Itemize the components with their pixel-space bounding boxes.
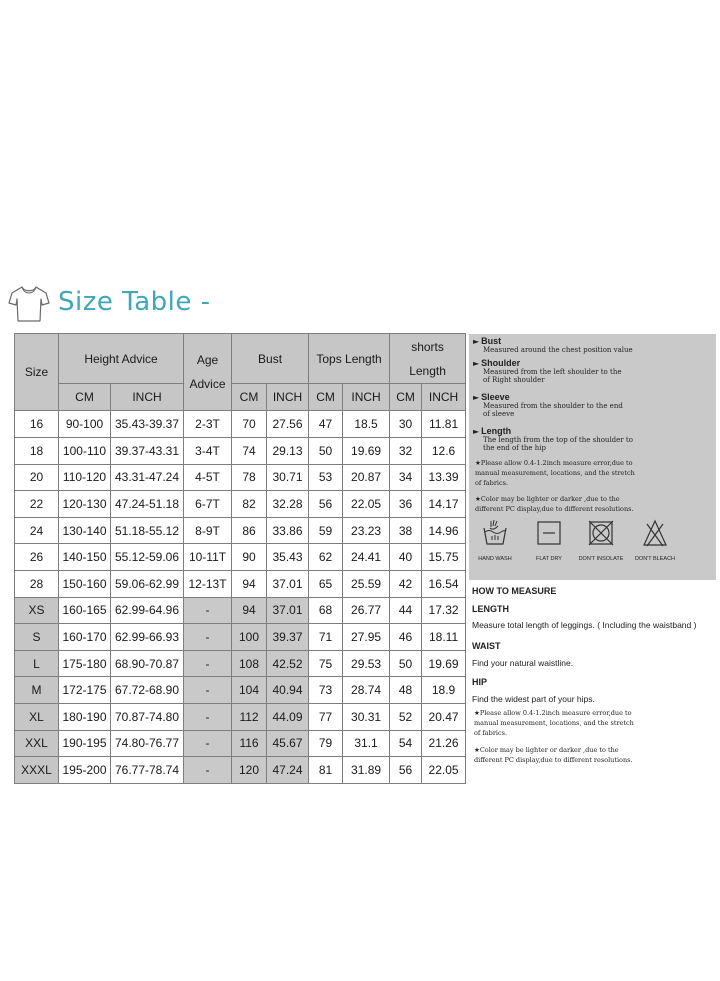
hip-text: Find the widest part of your hips.	[472, 694, 595, 704]
header-bust-cm: CM	[232, 384, 267, 411]
cell-tops-cm: 59	[309, 517, 343, 544]
table-row	[15, 571, 466, 598]
def-name: Bust	[481, 336, 502, 346]
cell-size: 16	[15, 411, 59, 438]
arrow-icon: ►	[473, 337, 480, 346]
waist-heading: WAIST	[472, 641, 501, 651]
cell-bust-inch: 32.28	[267, 491, 309, 518]
cell-shorts-inch: 14.17	[422, 491, 466, 518]
cell-height-inch: 62.99-66.93	[111, 624, 184, 651]
length-heading: LENGTH	[472, 604, 509, 614]
arrow-icon: ►	[473, 393, 480, 402]
header-shorts-inch: INCH	[422, 384, 466, 411]
care-hand-wash	[469, 518, 521, 562]
cell-age: 2-3T	[184, 411, 232, 438]
cell-shorts-cm: 32	[390, 437, 422, 464]
cell-shorts-inch: 22.05	[422, 757, 466, 784]
cell-age: -	[184, 757, 232, 784]
cell-tops-cm: 71	[309, 624, 343, 651]
care-dont-insolate	[575, 518, 627, 562]
cell-bust-cm: 94	[232, 597, 267, 624]
cell-tops-inch: 25.59	[343, 571, 390, 598]
table-row	[15, 411, 466, 438]
header-bust: Bust	[232, 334, 309, 384]
cell-age: 10-11T	[184, 544, 232, 571]
arrow-icon: ►	[473, 427, 480, 436]
cell-age: -	[184, 730, 232, 757]
cell-size: 24	[15, 517, 59, 544]
length-text: Measure total length of leggings. ( Including the waistband )	[472, 620, 697, 630]
cell-bust-inch: 47.24	[267, 757, 309, 784]
cell-shorts-inch: 15.75	[422, 544, 466, 571]
cell-bust-inch: 30.71	[267, 464, 309, 491]
cell-age: -	[184, 597, 232, 624]
cell-age: 8-9T	[184, 517, 232, 544]
cell-bust-inch: 40.94	[267, 677, 309, 704]
panel-note-line: different PC display,due to different resolutions.	[475, 505, 634, 513]
cell-shorts-inch: 14.96	[422, 517, 466, 544]
cell-height-inch: 62.99-64.96	[111, 597, 184, 624]
cell-shorts-cm: 44	[390, 597, 422, 624]
cell-tops-inch: 28.74	[343, 677, 390, 704]
cell-height-cm: 110-120	[59, 464, 111, 491]
cell-size: XS	[15, 597, 59, 624]
flat-dry-icon	[535, 518, 563, 548]
cell-height-inch: 47.24-51.18	[111, 491, 184, 518]
cell-age: -	[184, 650, 232, 677]
cell-tops-cm: 50	[309, 437, 343, 464]
how-to-note-line: of fabrics.	[474, 729, 508, 737]
cell-shorts-cm: 46	[390, 624, 422, 651]
cell-tops-inch: 19.69	[343, 437, 390, 464]
table-row	[15, 437, 466, 464]
def-name: Shoulder	[481, 358, 521, 368]
cell-shorts-inch: 17.32	[422, 597, 466, 624]
cell-tops-inch: 24.41	[343, 544, 390, 571]
cell-tops-cm: 81	[309, 757, 343, 784]
arrow-icon: ►	[473, 359, 480, 368]
cell-shorts-cm: 40	[390, 544, 422, 571]
cell-tops-inch: 29.53	[343, 650, 390, 677]
how-to-note-line: different PC display,due to different resolutions.	[474, 756, 633, 764]
cell-height-inch: 76.77-78.74	[111, 757, 184, 784]
cell-bust-cm: 100	[232, 624, 267, 651]
cell-tops-cm: 47	[309, 411, 343, 438]
care-icons	[469, 518, 716, 574]
cell-age: 3-4T	[184, 437, 232, 464]
cell-height-inch: 74.80-76.77	[111, 730, 184, 757]
table-row	[15, 677, 466, 704]
cell-shorts-inch: 21.26	[422, 730, 466, 757]
cell-size: 20	[15, 464, 59, 491]
cell-height-inch: 39.37-43.31	[111, 437, 184, 464]
cell-bust-cm: 120	[232, 757, 267, 784]
def-text: the end of the hip	[483, 444, 546, 452]
table-row	[15, 464, 466, 491]
table-row	[15, 491, 466, 518]
cell-shorts-inch: 13.39	[422, 464, 466, 491]
header-height-inch: INCH	[111, 384, 184, 411]
cell-size: 28	[15, 571, 59, 598]
cell-height-inch: 35.43-39.37	[111, 411, 184, 438]
cell-shorts-inch: 16.54	[422, 571, 466, 598]
cell-bust-inch: 42.52	[267, 650, 309, 677]
cell-size: L	[15, 650, 59, 677]
cell-tops-inch: 31.89	[343, 757, 390, 784]
cell-shorts-cm: 50	[390, 650, 422, 677]
cell-tops-cm: 56	[309, 491, 343, 518]
cell-tops-inch: 23.23	[343, 517, 390, 544]
table-row	[15, 704, 466, 731]
cell-shorts-cm: 56	[390, 757, 422, 784]
cell-shorts-cm: 52	[390, 704, 422, 731]
cell-tops-cm: 65	[309, 571, 343, 598]
cell-height-cm: 190-195	[59, 730, 111, 757]
cell-size: XXXL	[15, 757, 59, 784]
def-length	[473, 427, 633, 452]
cell-age: 12-13T	[184, 571, 232, 598]
cell-shorts-inch: 20.47	[422, 704, 466, 731]
cell-bust-cm: 82	[232, 491, 267, 518]
cell-height-cm: 90-100	[59, 411, 111, 438]
panel-note-line: ★Color may be lighter or darker ,due to the	[475, 495, 620, 503]
care-flat-dry	[523, 518, 575, 562]
header-age-line2: Advice	[189, 377, 226, 392]
cell-size: 18	[15, 437, 59, 464]
cell-height-inch: 59.06-62.99	[111, 571, 184, 598]
cell-shorts-cm: 38	[390, 517, 422, 544]
table-body	[15, 411, 466, 784]
cell-bust-cm: 70	[232, 411, 267, 438]
how-to-note-line: ★Color may be lighter or darker ,due to the	[474, 746, 619, 754]
cell-bust-cm: 86	[232, 517, 267, 544]
cell-shorts-inch: 11.81	[422, 411, 466, 438]
header-age-advice	[184, 334, 232, 411]
cell-height-inch: 43.31-47.24	[111, 464, 184, 491]
care-label: DON'T BLEACH	[634, 556, 676, 562]
cell-tops-inch: 20.87	[343, 464, 390, 491]
def-text: Measured from the shoulder to the end	[483, 402, 623, 410]
care-label: FLAT DRY	[536, 556, 562, 562]
cell-bust-inch: 39.37	[267, 624, 309, 651]
cell-shorts-inch: 19.69	[422, 650, 466, 677]
cell-height-cm: 130-140	[59, 517, 111, 544]
hip-heading: HIP	[472, 677, 488, 687]
cell-height-inch: 55.12-59.06	[111, 544, 184, 571]
cell-bust-cm: 116	[232, 730, 267, 757]
cell-shorts-cm: 54	[390, 730, 422, 757]
cell-height-cm: 150-160	[59, 571, 111, 598]
cell-tops-inch: 18.5	[343, 411, 390, 438]
cell-height-cm: 140-150	[59, 544, 111, 571]
hand-wash-icon	[481, 518, 509, 548]
cell-bust-inch: 37.01	[267, 597, 309, 624]
size-table	[14, 333, 466, 784]
def-name: Length	[481, 426, 512, 436]
care-label: HAND WASH	[478, 556, 512, 562]
cell-height-cm: 120-130	[59, 491, 111, 518]
cell-height-cm: 172-175	[59, 677, 111, 704]
header-shorts-line2: Length	[409, 363, 446, 378]
how-to-note-line: manual measurement, locations, and the stretch	[474, 719, 634, 727]
table-row	[15, 517, 466, 544]
def-text: Measured from the left shoulder to the	[483, 368, 622, 376]
cell-tops-cm: 73	[309, 677, 343, 704]
cell-bust-cm: 112	[232, 704, 267, 731]
cell-bust-inch: 33.86	[267, 517, 309, 544]
table-row	[15, 650, 466, 677]
cell-tops-inch: 31.1	[343, 730, 390, 757]
cell-tops-cm: 68	[309, 597, 343, 624]
table-row	[15, 757, 466, 784]
cell-bust-inch: 44.09	[267, 704, 309, 731]
cell-tops-cm: 77	[309, 704, 343, 731]
t-shirt-icon	[8, 284, 50, 324]
header-height-cm: CM	[59, 384, 111, 411]
def-text: of sleeve	[483, 410, 515, 418]
header-shorts-cm: CM	[390, 384, 422, 411]
cell-shorts-cm: 34	[390, 464, 422, 491]
table-row	[15, 624, 466, 651]
def-text: Measured around the chest position value	[483, 346, 633, 354]
header-bust-inch: INCH	[267, 384, 309, 411]
cell-size: XXL	[15, 730, 59, 757]
panel-note-line: of fabrics.	[475, 479, 509, 487]
care-label: DON'T INSOLATE	[578, 556, 624, 562]
cell-age: -	[184, 704, 232, 731]
header-height-advice: Height Advice	[59, 334, 184, 384]
cell-bust-cm: 90	[232, 544, 267, 571]
cell-tops-inch: 30.31	[343, 704, 390, 731]
cell-shorts-cm: 48	[390, 677, 422, 704]
cell-tops-cm: 79	[309, 730, 343, 757]
cell-tops-inch: 26.77	[343, 597, 390, 624]
cell-size: 22	[15, 491, 59, 518]
care-dont-bleach	[629, 518, 681, 562]
panel-note-line: manual measurement, locations, and the stretch	[475, 469, 635, 477]
table-row	[15, 730, 466, 757]
cell-size: 26	[15, 544, 59, 571]
cell-bust-cm: 108	[232, 650, 267, 677]
cell-age: -	[184, 677, 232, 704]
cell-bust-inch: 35.43	[267, 544, 309, 571]
cell-tops-cm: 62	[309, 544, 343, 571]
cell-bust-inch: 45.67	[267, 730, 309, 757]
cell-shorts-cm: 36	[390, 491, 422, 518]
cell-age: -	[184, 624, 232, 651]
how-to-note-line: ★Please allow 0.4-1.2inch measure error,due to	[474, 709, 632, 717]
cell-bust-inch: 27.56	[267, 411, 309, 438]
how-to-title: HOW TO MEASURE	[472, 586, 557, 596]
do-not-bleach-icon	[641, 518, 669, 548]
cell-size: XL	[15, 704, 59, 731]
cell-bust-cm: 94	[232, 571, 267, 598]
cell-tops-cm: 75	[309, 650, 343, 677]
cell-bust-inch: 29.13	[267, 437, 309, 464]
cell-tops-inch: 22.05	[343, 491, 390, 518]
cell-height-inch: 70.87-74.80	[111, 704, 184, 731]
cell-height-cm: 100-110	[59, 437, 111, 464]
header-tops-cm: CM	[309, 384, 343, 411]
waist-text: Find your natural waistline.	[472, 658, 574, 668]
header-tops-length: Tops Length	[309, 334, 390, 384]
header-shorts-line1: shorts	[411, 339, 444, 354]
cell-shorts-cm: 42	[390, 571, 422, 598]
cell-shorts-cm: 30	[390, 411, 422, 438]
header-tops-inch: INCH	[343, 384, 390, 411]
cell-height-inch: 51.18-55.12	[111, 517, 184, 544]
panel-note-line: ★Please allow 0.4-1.2inch measure error,due to	[475, 459, 633, 467]
def-text: The length from the top of the shoulder to	[483, 436, 633, 444]
cell-height-inch: 68.90-70.87	[111, 650, 184, 677]
cell-height-cm: 175-180	[59, 650, 111, 677]
cell-bust-cm: 104	[232, 677, 267, 704]
cell-height-cm: 160-165	[59, 597, 111, 624]
def-sleeve	[473, 393, 623, 418]
cell-bust-cm: 74	[232, 437, 267, 464]
def-bust	[473, 337, 633, 354]
header-size: Size	[15, 334, 59, 411]
cell-height-inch: 67.72-68.90	[111, 677, 184, 704]
page-title: Size Table -	[58, 287, 211, 317]
cell-shorts-inch: 12.6	[422, 437, 466, 464]
cell-height-cm: 160-170	[59, 624, 111, 651]
cell-shorts-inch: 18.9	[422, 677, 466, 704]
cell-age: 4-5T	[184, 464, 232, 491]
cell-bust-inch: 37.01	[267, 571, 309, 598]
cell-size: S	[15, 624, 59, 651]
cell-tops-inch: 27.95	[343, 624, 390, 651]
cell-tops-cm: 53	[309, 464, 343, 491]
header-shorts-length	[390, 334, 466, 384]
cell-height-cm: 195-200	[59, 757, 111, 784]
cell-height-cm: 180-190	[59, 704, 111, 731]
do-not-tumble-dry-icon	[587, 518, 615, 548]
def-text: of Right shoulder	[483, 376, 545, 384]
def-name: Sleeve	[481, 392, 510, 402]
cell-size: M	[15, 677, 59, 704]
cell-shorts-inch: 18.11	[422, 624, 466, 651]
cell-age: 6-7T	[184, 491, 232, 518]
def-shoulder	[473, 359, 621, 384]
table-row	[15, 544, 466, 571]
table-row	[15, 597, 466, 624]
cell-bust-cm: 78	[232, 464, 267, 491]
header-age-line1: Age	[196, 353, 219, 368]
